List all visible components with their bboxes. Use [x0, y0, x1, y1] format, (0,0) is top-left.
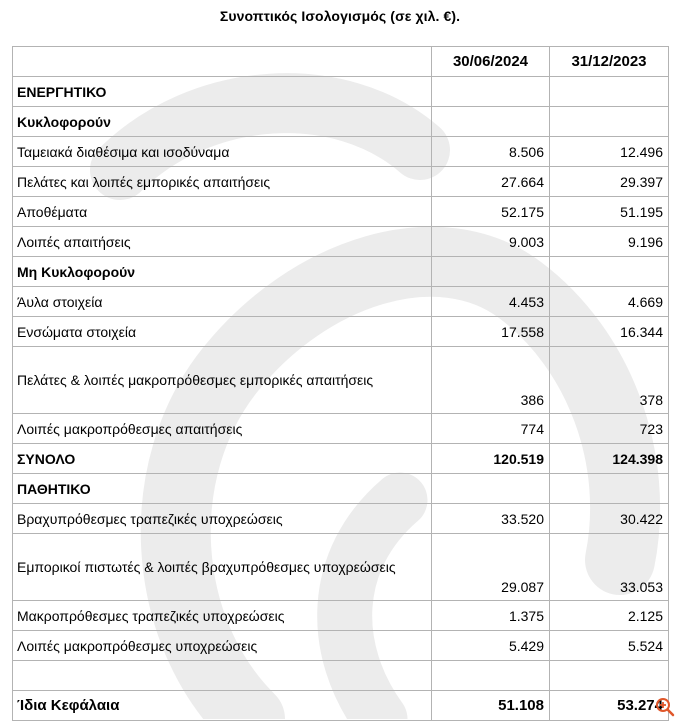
table-row-equity [13, 691, 669, 721]
table-row-noncurrent-heading [13, 257, 669, 287]
row-value-2024: 8.506 [432, 137, 550, 167]
row-value-2024 [432, 107, 550, 137]
row-value-2023: 378 [550, 347, 669, 414]
table-row-assets-heading [13, 77, 669, 107]
row-label: Ταμειακά διαθέσιμα και ισοδύναμα [13, 137, 432, 167]
row-value-2023: 30.422 [550, 504, 669, 534]
row-value-2024 [432, 77, 550, 107]
table-row [13, 414, 669, 444]
row-label: Ενσώματα στοιχεία [13, 317, 432, 347]
row-value-2023: 4.669 [550, 287, 669, 317]
row-value-2024: 52.175 [432, 197, 550, 227]
row-value-2024: 27.664 [432, 167, 550, 197]
row-value-2023: 16.344 [550, 317, 669, 347]
row-value-2024: 120.519 [432, 444, 550, 474]
table-row [13, 504, 669, 534]
header-date-2024: 30/06/2024 [432, 47, 550, 77]
row-value-2023 [550, 474, 669, 504]
row-value-2024 [432, 661, 550, 691]
row-value-2023: 51.195 [550, 197, 669, 227]
table-row-liabilities-heading [13, 474, 669, 504]
table-row-total [13, 444, 669, 474]
row-value-2024: 17.558 [432, 317, 550, 347]
row-value-2023: 5.524 [550, 631, 669, 661]
table-row [13, 317, 669, 347]
row-value-2024: 29.087 [432, 534, 550, 601]
table-row-current-heading [13, 107, 669, 137]
header-date-2023: 31/12/2023 [550, 47, 669, 77]
row-value-2023 [550, 77, 669, 107]
table-row [13, 287, 669, 317]
row-value-2023 [550, 257, 669, 287]
row-label: Μακροπρόθεσμες τραπεζικές υποχρεώσεις [13, 601, 432, 631]
row-label: Βραχυπρόθεσμες τραπεζικές υποχρεώσεις [13, 504, 432, 534]
page-title: Συνοπτικός Ισολογισμός (σε χιλ. €). [219, 8, 461, 24]
row-value-2024 [432, 257, 550, 287]
row-label: Ίδια Κεφάλαια [13, 691, 432, 721]
row-value-2024: 4.453 [432, 287, 550, 317]
row-value-2024: 9.003 [432, 227, 550, 257]
table-row [13, 601, 669, 631]
row-label: Μη Κυκλοφορούν [13, 257, 432, 287]
balance-sheet-table [12, 46, 669, 721]
table-row [13, 631, 669, 661]
row-label: Κυκλοφορούν [13, 107, 432, 137]
row-value-2023: 9.196 [550, 227, 669, 257]
row-label: ΠΑΘΗΤΙΚΟ [13, 474, 432, 504]
row-value-2023: 53.274 [550, 691, 669, 721]
row-value-2024: 33.520 [432, 504, 550, 534]
row-label: Λοιπές μακροπρόθεσμες υποχρεώσεις [13, 631, 432, 661]
row-value-2023: 723 [550, 414, 669, 444]
row-value-2023: 2.125 [550, 601, 669, 631]
row-label: Λοιπές απαιτήσεις [13, 227, 432, 257]
table-row [13, 534, 669, 601]
table-row [13, 347, 669, 414]
row-label [13, 661, 432, 691]
table-row-empty [13, 661, 669, 691]
row-label: Αποθέματα [13, 197, 432, 227]
row-value-2023 [550, 661, 669, 691]
row-value-2023: 29.397 [550, 167, 669, 197]
row-value-2024: 5.429 [432, 631, 550, 661]
row-value-2024: 386 [432, 347, 550, 414]
row-value-2023: 124.398 [550, 444, 669, 474]
row-value-2024: 774 [432, 414, 550, 444]
row-label: Πελάτες & λοιπές μακροπρόθεσμες εμπορικές απαιτήσεις [13, 347, 432, 414]
row-value-2024: 1.375 [432, 601, 550, 631]
row-value-2023 [550, 107, 669, 137]
table-row [13, 137, 669, 167]
row-value-2024: 51.108 [432, 691, 550, 721]
zoom-in-icon[interactable] [655, 697, 675, 717]
row-label: ΣΥΝΟΛΟ [13, 444, 432, 474]
header-row [13, 47, 669, 77]
row-value-2024 [432, 474, 550, 504]
table-row [13, 227, 669, 257]
row-label: Πελάτες και λοιπές εμπορικές απαιτήσεις [13, 167, 432, 197]
header-label-cell [13, 47, 432, 77]
row-label: ΕΝΕΡΓΗΤΙΚΟ [13, 77, 432, 107]
table-row [13, 197, 669, 227]
row-label: Άυλα στοιχεία [13, 287, 432, 317]
row-value-2023: 12.496 [550, 137, 669, 167]
row-label: Εμπορικοί πιστωτές & λοιπές βραχυπρόθεσμες υποχρεώσεις [13, 534, 432, 601]
row-value-2023: 33.053 [550, 534, 669, 601]
row-label: Λοιπές μακροπρόθεσμες απαιτήσεις [13, 414, 432, 444]
table-row [13, 167, 669, 197]
